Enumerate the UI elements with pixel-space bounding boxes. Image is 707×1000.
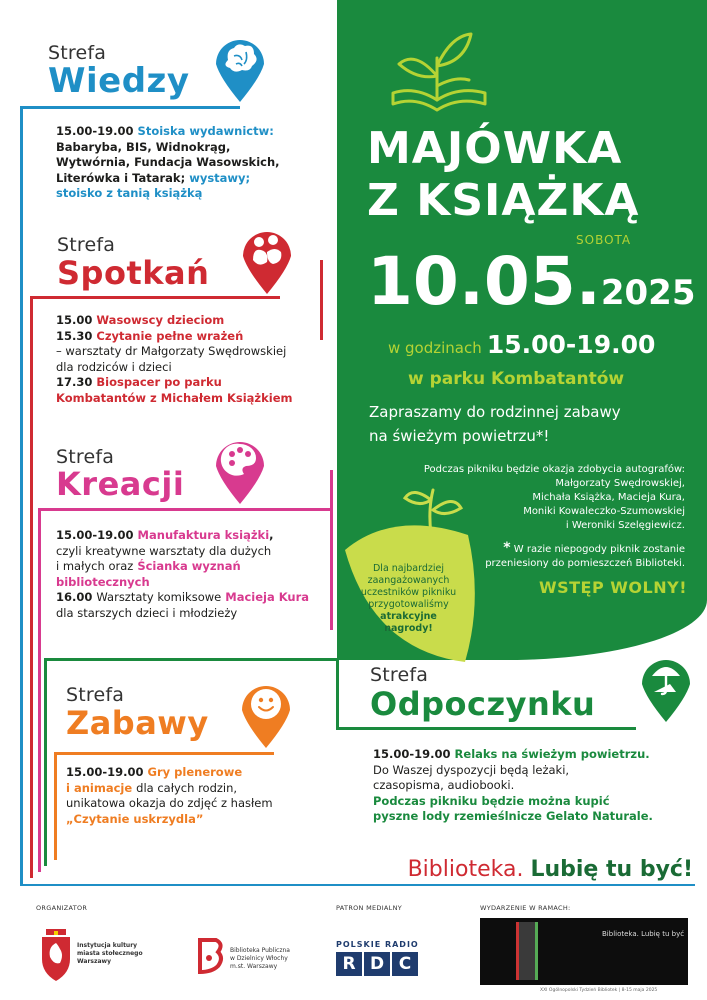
zone-odpoczynku-title: Odpoczynku xyxy=(370,685,596,723)
zabawy-highlight2: i animacje xyxy=(66,780,133,795)
spotkan-item2-time: 15.30 xyxy=(56,328,93,343)
divider-orange-v xyxy=(54,752,57,860)
odpoczynku-line2: czasopisma, audiobooki. xyxy=(373,778,515,792)
library-logo xyxy=(196,936,226,976)
kreacji-item2-time: 16.00 xyxy=(56,590,93,604)
spotkan-item2-rest2: dla rodziców i dzieci xyxy=(56,359,172,374)
spotkan-item1-time: 15.00 xyxy=(56,313,93,327)
divider-pink xyxy=(38,508,243,511)
divider-green xyxy=(44,658,336,661)
hero-date-year: 2025 xyxy=(600,273,696,313)
wiedzy-highlight3: stoisko z tanią książką xyxy=(56,186,203,200)
wiedzy-line1: Babaryba, BIS, Widnokrąg, xyxy=(56,139,231,154)
spotkan-item2-rest1: – warsztaty dr Małgorzaty Swędrowskiej xyxy=(56,344,287,358)
hero-hours-prefix: w godzinach xyxy=(388,339,482,357)
zone-kreacji-title: Kreacji xyxy=(56,465,185,503)
divider-red-v xyxy=(30,296,33,878)
hero-title-line2: Z KSIĄŻKĄ xyxy=(367,175,640,226)
wiedzy-highlight1: Stoiska wydawnictw: xyxy=(137,124,274,138)
wiedzy-line2: Wytwórnia, Fundacja Wasowskich, xyxy=(56,155,280,169)
divider-orange xyxy=(54,752,274,755)
hero-day: SOBOTA xyxy=(576,233,632,247)
radio-name: POLSKIE RADIO xyxy=(336,940,419,949)
hero-entry: WSTĘP WOLNY! xyxy=(538,578,687,597)
zabawy-line2: unikatowa okazja do zdjęć z hasłem xyxy=(66,796,273,810)
hero-date xyxy=(367,244,695,337)
divider-blue-v xyxy=(20,106,23,886)
org1-line1: Instytucja kultury xyxy=(77,942,138,949)
weather-line2: przeniesiony do pomieszczeń Biblioteki. xyxy=(485,558,685,569)
spotkan-item1-text: Wasowscy dzieciom xyxy=(96,313,225,327)
divider-green-h2 xyxy=(336,727,636,730)
zabawy-time: 15.00-19.00 xyxy=(66,765,144,779)
org2-line3: m.st. Warszawy xyxy=(230,963,278,970)
zone-wiedzy-small: Strefa xyxy=(48,42,107,64)
smiley-icon xyxy=(236,676,296,751)
kreacji-item1-comma: , xyxy=(269,528,274,542)
spotkan-item3-time: 17.30 xyxy=(56,375,93,389)
slogan-part2: Lubię tu być! xyxy=(530,857,693,882)
zone-spotkan-title: Spotkań xyxy=(57,254,210,292)
event-banner-caption: XXI Ogólnopolski Tydzień Bibliotek | 8-15 maja 2025 xyxy=(540,988,658,993)
warsaw-crest-logo xyxy=(38,925,74,985)
leaf-note-bold1: atrakcyjne xyxy=(380,611,437,622)
divider-pink-h2 xyxy=(243,508,333,511)
org1-text xyxy=(77,942,143,966)
palette-icon xyxy=(210,432,270,507)
kreacji-item1-line2: czyli kreatywne warsztaty dla dużych xyxy=(56,543,272,558)
radio-letters xyxy=(336,952,418,976)
kreacji-item1-line3-prefix: i małych oraz xyxy=(56,559,134,573)
kreacji-item1-line3-highlight: Ścianka wyznań xyxy=(137,559,241,573)
divider-green-v2 xyxy=(336,658,339,730)
zone-kreacji-text xyxy=(56,528,346,621)
autograph-line-1: Podczas pikniku będzie okazja zdobycia autografów: xyxy=(423,464,685,475)
autograph-line-4: Moniki Kowaleczko-Szumowskiej xyxy=(523,506,685,517)
org1-line2: miasta stołecznego xyxy=(77,950,143,957)
weather-star: * xyxy=(503,540,511,556)
event-banner-text: Biblioteka. Lubię tu być xyxy=(602,930,685,938)
autograph-line-3: Michała Książka, Macieja Kura, xyxy=(532,492,685,503)
kreacji-item2-line2: dla starszych dzieci i młodzieży xyxy=(56,605,238,620)
organizer-label: ORGANIZATOR xyxy=(36,904,88,912)
event-banner xyxy=(480,918,688,985)
odpoczynku-highlight1: Relaks na świeżym powietrzu. xyxy=(454,747,650,761)
wiedzy-line3: Literówka i Tatarak; xyxy=(56,170,186,185)
people-icon xyxy=(237,222,297,297)
odpoczynku-line1: Do Waszej dyspozycji będą leżaki, xyxy=(373,762,570,777)
radio-letter-d: D xyxy=(364,952,390,976)
divider-green-v xyxy=(44,658,47,866)
wiedzy-time: 15.00-19.00 xyxy=(56,124,134,138)
leaf-note-line2: zaangażowanych xyxy=(367,575,450,586)
spotkan-item3-text1: Biospacer po parku xyxy=(96,375,222,389)
zone-odpoczynku-small: Strefa xyxy=(370,664,429,686)
hero-invite-line2: na świeżym powietrzu*! xyxy=(369,427,550,445)
hero-invite xyxy=(369,400,621,448)
zabawy-line1-rest: dla całych rodzin, xyxy=(136,780,238,795)
odpoczynku-highlight2: Podczas pikniku będzie można kupić xyxy=(373,793,610,808)
zone-wiedzy-text xyxy=(56,124,316,202)
divider-blue xyxy=(20,106,240,109)
autograph-line-5: i Weroniki Szelęgiewicz. xyxy=(565,520,685,531)
zone-spotkan-small: Strefa xyxy=(57,234,116,256)
slogan xyxy=(408,857,693,882)
zone-zabawy-small: Strefa xyxy=(66,684,125,706)
event-banner-book xyxy=(516,922,538,980)
spotkan-item2-text: Czytanie pełne wrażeń xyxy=(96,328,244,343)
hero-hours xyxy=(388,330,655,359)
kreacji-item1-line4: bibliotecznych xyxy=(56,574,150,589)
leaf-note-line1: Dla najbardziej xyxy=(372,563,444,574)
leaf-note-line4: przygotowaliśmy xyxy=(368,599,449,610)
kreacji-item2-highlight: Macieja Kura xyxy=(225,590,310,604)
zone-odpoczynku-text xyxy=(373,747,693,825)
spotkan-item3-text2: Kombatantów z Michałem Książkiem xyxy=(56,390,293,405)
kreacji-item1-time: 15.00-19.00 xyxy=(56,528,134,542)
org2-line1: Biblioteka Publiczna xyxy=(230,947,290,954)
kreacji-item1-highlight: Manufaktura książki xyxy=(137,528,270,542)
zone-kreacji-small: Strefa xyxy=(56,446,115,468)
odpoczynku-time: 15.00-19.00 xyxy=(373,747,451,761)
autograph-line-2: Małgorzaty Swędrowskiej, xyxy=(555,478,685,489)
event-label: WYDARZENIE W RAMACH: xyxy=(480,904,571,912)
weather-line1: W razie niepogody piknik zostanie xyxy=(513,544,685,555)
divider-pink-v xyxy=(38,508,41,872)
odpoczynku-highlight3: pyszne lody rzemieślnicze Gelato Naturale. xyxy=(373,809,653,823)
radio-letter-r: R xyxy=(336,952,362,976)
divider-bottom-blue xyxy=(20,884,695,886)
zone-wiedzy-title: Wiedzy xyxy=(48,61,190,101)
umbrella-icon xyxy=(636,650,696,725)
radio-letter-c: C xyxy=(392,952,418,976)
hero-date-main: 10.05. xyxy=(367,243,601,320)
hero-hours-value: 15.00-19.00 xyxy=(486,330,656,359)
brain-icon xyxy=(210,30,270,105)
zabawy-highlight3: „Czytanie uskrzydla” xyxy=(66,811,204,826)
zabawy-highlight1: Gry plenerowe xyxy=(147,765,243,779)
wiedzy-highlight2: wystawy; xyxy=(189,170,251,185)
org2-line2: w Dzielnicy Włochy xyxy=(230,955,288,962)
org2-text xyxy=(230,947,290,971)
hero-title-line1: MAJÓWKA xyxy=(367,123,623,174)
leaf-note-line3: uczestników pikniku xyxy=(360,587,457,598)
leaf-note-bold2: nagrody! xyxy=(384,623,433,634)
zone-zabawy-title: Zabawy xyxy=(66,704,209,742)
hero-place: w parku Kombatantów xyxy=(408,369,625,389)
zone-zabawy-text xyxy=(66,765,346,827)
leaf-note xyxy=(346,563,471,635)
hero-invite-line1: Zapraszamy do rodzinnej zabawy xyxy=(369,403,621,421)
zone-spotkan-text xyxy=(56,313,346,406)
slogan-part1: Biblioteka. xyxy=(407,857,524,882)
org1-line3: Warszawy xyxy=(77,958,111,965)
patron-label: PATRON MEDIALNY xyxy=(336,904,403,912)
book-sprout-icon xyxy=(385,28,495,113)
kreacji-item2-text: Warsztaty komiksowe xyxy=(96,590,222,604)
